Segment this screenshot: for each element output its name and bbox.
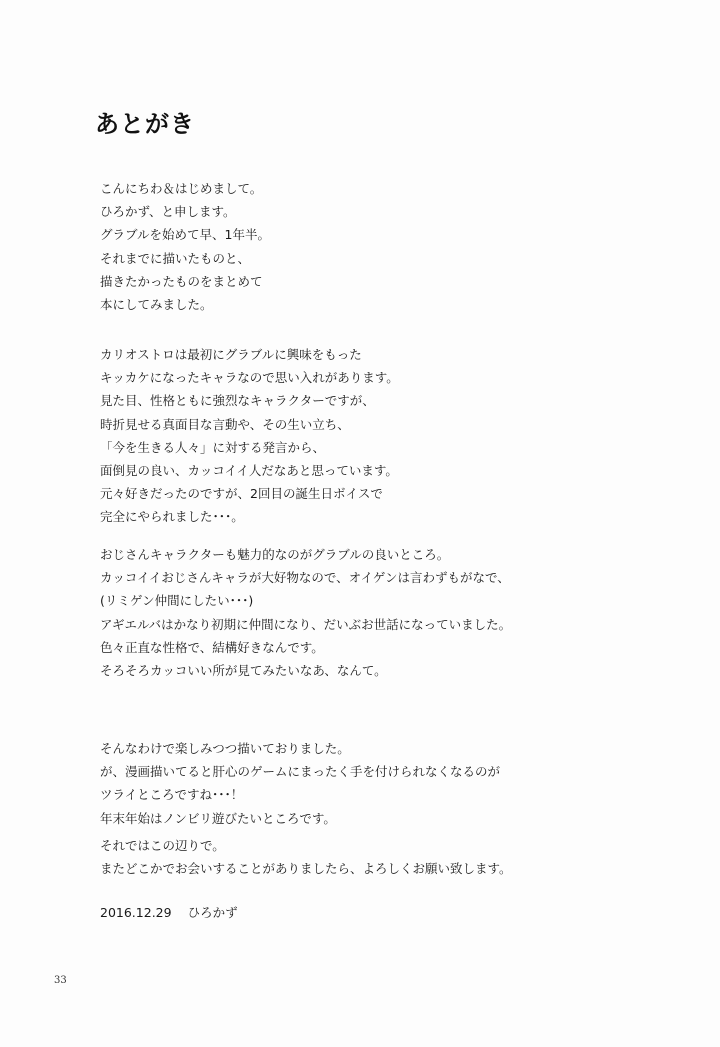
text-line: そんなわけで楽しみつつ描いておりました。 [100,741,350,756]
text-line: カリオストロは最初にグラブルに興味をもった [100,347,362,362]
text-line: 「今を生きる人々」に対する発言から、 [100,439,326,455]
text-line: またどこかでお会いすることがありましたら、よろしくお願い致します。 [100,861,512,877]
signature-date: 2016.12.29 [100,905,172,920]
text-line: 描きたかったものをまとめて [100,273,263,289]
text-line: ひろかず、と申します。 [100,204,236,220]
page-number: 33 [54,975,67,986]
text-line: ツライところですね･･･！ [100,787,244,803]
signature [100,901,238,924]
text-line: 時折見せる真面目な言動や、その生い立ち、 [100,416,350,432]
text-line: カッコイイおじさんキャラが大好物なので、オイゲンは言わずもがなで、 [100,570,510,586]
text-line: そろそろカッコいい所が見てみたいなあ、なんて。 [100,662,387,678]
page-title: あとがき [95,110,195,138]
text-line: 年末年始はノンビリ遊びたいところです。 [100,810,336,826]
text-line: こんにちわ＆はじめまして。 [100,181,263,196]
text-line: 元々好きだったのですが、2回目の誕生日ボイスで [100,486,383,502]
text-line: おじさんキャラクターも魅力的なのがグラブルの良いところ。 [100,547,450,562]
text-line: それではこの辺りで。 [100,838,225,853]
text-line: キッカケになったキャラなので思い入れがあります。 [100,370,399,386]
paragraph-closing [100,737,500,830]
text-line: グラブルを始めて早、1年半。 [100,227,270,243]
signature-author: ひろかず [187,905,238,920]
text-line: それまでに描いたものと、 [100,250,251,266]
text-line: 本にしてみました。 [100,296,213,312]
paragraph-ojisan [100,543,511,682]
text-line: が、漫画描いてると肝心のゲームにまったく手を付けられなくなるのが [100,764,501,780]
text-line: 面倒見の良い、カッコイイ人だなあと思っています。 [100,462,398,478]
text-line: アギエルバはかなり初期に仲間になり、だいぶお世話になっていました。 [100,616,512,632]
paragraph-farewell [100,834,512,880]
text-line: 見た目、性格ともに強烈なキャラクターですが、 [100,393,375,409]
text-line: 色々正直な性格で、結構好きなんです。 [100,639,324,655]
paragraph-greeting [100,177,270,316]
text-line: (リミゲン仲間にしたい･･･) [100,593,254,609]
text-line: 完全にやられました･･･。 [100,509,244,525]
paragraph-cagliostro [100,343,399,529]
